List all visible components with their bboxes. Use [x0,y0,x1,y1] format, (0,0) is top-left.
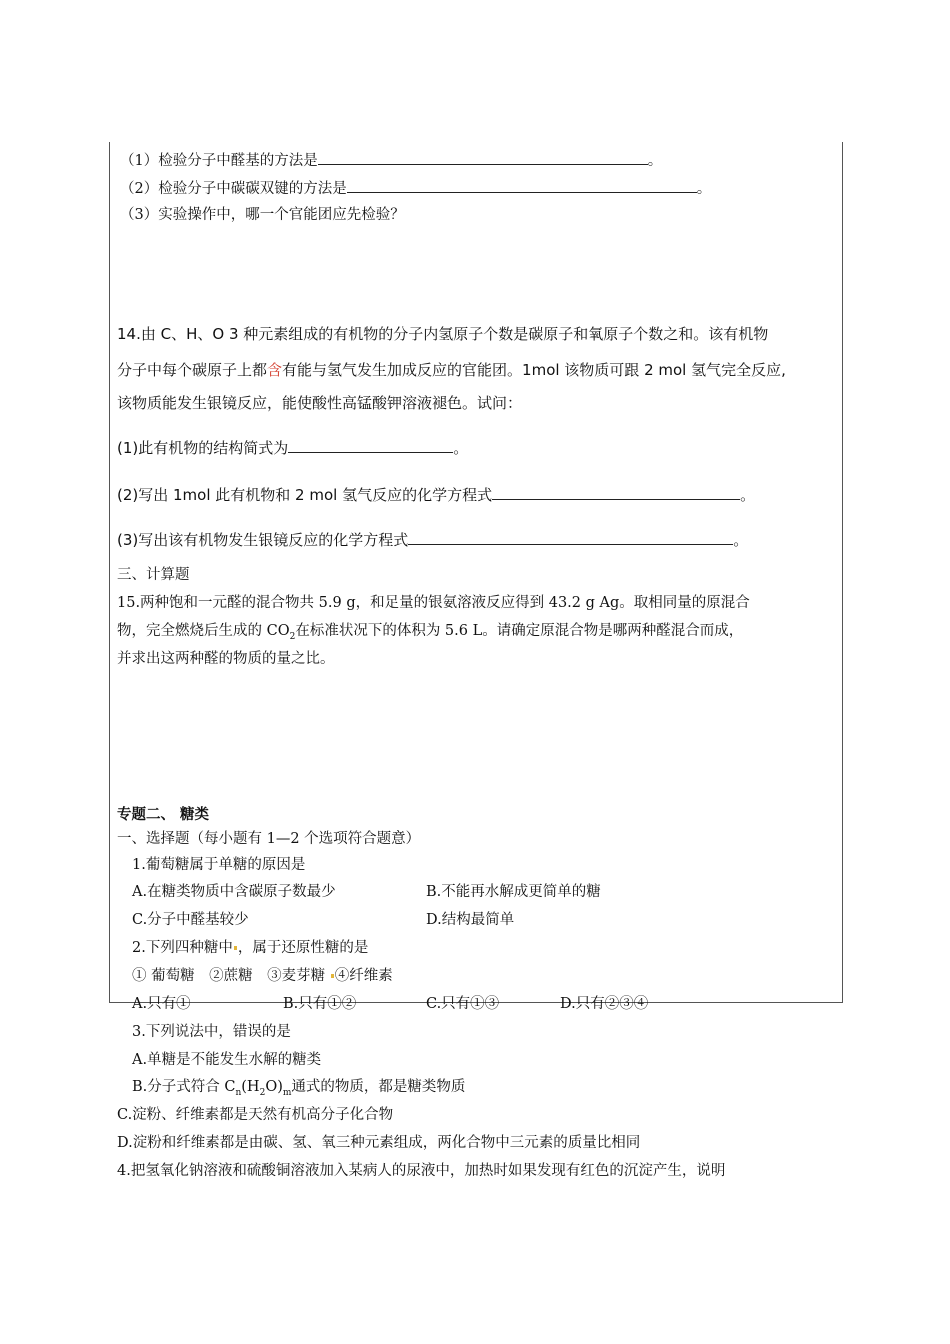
tq2-items-b: ④纤维素 [334,968,393,984]
q13-part2 [120,178,711,198]
q15-line1: 15.两种饱和一元醛的混合物共 5.9 g，和足量的银氨溶液反应得到 43.2 g Ag。取相同量的原混合 [117,595,750,611]
tq3-b-text-d: 通式的物质，都是糖类物质 [291,1079,466,1095]
q15-line2 [117,622,743,646]
answer-blank[interactable] [288,438,453,453]
tq2 [132,939,368,957]
tq3-option-a: A.单糖是不能发生水解的糖类 [132,1052,322,1068]
tq4: 4.把氢氧化钠溶液和硫酸铜溶液加入某病人的尿液中，加热时如果发现有红色的沉淀产生，说明 [117,1163,726,1179]
dot-mark [234,946,237,950]
q14-red-char: 含 [267,361,283,379]
q14-sub2-end: 。 [740,486,756,504]
q14-line1: 14.由 C、H、O 3 种元素组成的有机物的分子内氢原子个数是碳原子和氧原子个数之和。该有机物 [117,325,769,343]
q15-line2-text-a: 物，完全燃烧后生成的 CO [117,623,290,639]
topic2-section: 一、选择题（每小题有 1—2 个选项符合题意） [117,831,421,847]
q14-sub2 [117,485,755,504]
tq1-option-c: C.分子中醛基较少 [132,912,249,928]
answer-blank[interactable] [318,150,648,165]
q14-line2 [117,361,786,379]
tq3: 3.下列说法中，错误的是 [132,1024,291,1040]
tq2-option-a: A.只有① [132,996,191,1012]
q14-sub1-text: (1)此有机物的结构简式为 [117,439,289,457]
tq2-text-b: ，属于还原性糖的是 [237,940,369,956]
tq2-option-d: D.只有②③④ [560,996,649,1012]
q14-sub1 [117,438,468,457]
q15-line3: 并求出这两种醛的物质的量之比。 [117,651,335,667]
q13-part1 [120,150,662,170]
tq3-option-c: C.淀粉、纤维素都是天然有机高分子化合物 [117,1107,394,1123]
tq2-items [132,967,393,985]
tq1-option-b: B.不能再水解成更简单的糖 [426,884,601,900]
q13-part1-end: 。 [647,153,663,169]
tq3-option-b [132,1078,465,1102]
tq3-b-text-a: B.分子式符合 C [132,1079,236,1095]
answer-blank[interactable] [347,178,697,193]
tq1: 1.葡萄糖属于单糖的原因是 [132,857,306,873]
tq3-b-sub-n: n [235,1087,242,1098]
q15-line2-text-b: 在标准状况下的体积为 5.6 L。请确定原混合物是哪两种醛混合而成， [295,623,744,639]
q14-sub3 [117,530,748,549]
tq2-text-a: 2.下列四种糖中 [132,940,233,956]
tq3-b-text-b: (H [241,1079,260,1095]
tq3-b-sub-2: 2 [259,1087,266,1098]
q14-sub2-text: (2)写出 1mol 此有机物和 2 mol 氢气反应的化学方程式 [117,486,493,504]
answer-blank[interactable] [408,530,733,545]
tq3-option-d: D.淀粉和纤维素都是由碳、氢、氧三种元素组成，两化合物中三元素的质量比相同 [117,1135,641,1151]
tq3-b-sub-m: m [282,1087,292,1098]
q14-line3: 该物质能发生银镜反应，能使酸性高锰酸钾溶液褪色。试问： [117,394,523,412]
q13-part2-text: （2）检验分子中碳碳双键的方法是 [120,181,347,197]
q14-line2-text-a: 分子中每个碳原子上都 [117,361,268,379]
q13-part2-end: 。 [696,181,712,197]
q13-part1-text: （1）检验分子中醛基的方法是 [120,153,318,169]
q14-sub1-end: 。 [453,439,469,457]
answer-blank[interactable] [492,485,740,500]
dot-mark [331,974,334,978]
q15-subscript: 2 [289,631,296,642]
q14-sub3-end: 。 [733,531,749,549]
tq1-option-d: D.结构最简单 [426,912,515,928]
calc-heading: 三、计算题 [117,567,190,583]
tq3-b-text-c: O) [265,1079,283,1095]
tq2-items-a: ① 葡萄糖 ②蔗糖 ③麦芽糖 [132,968,326,984]
tq2-option-b: B.只有①② [283,996,357,1012]
tq2-option-c: C.只有①③ [426,996,500,1012]
tq1-option-a: A.在糖类物质中含碳原子数最少 [132,884,336,900]
q14-sub3-text: (3)写出该有机物发生银镜反应的化学方程式 [117,531,409,549]
q13-part3: （3）实验操作中，哪一个官能团应先检验？ [120,207,405,223]
q14-line2-text-b: 有能与氢气发生加成反应的官能团。1mol 该物质可跟 2 mol 氢气完全反应, [282,361,786,379]
topic2-title: 专题二、 糖类 [117,807,210,823]
